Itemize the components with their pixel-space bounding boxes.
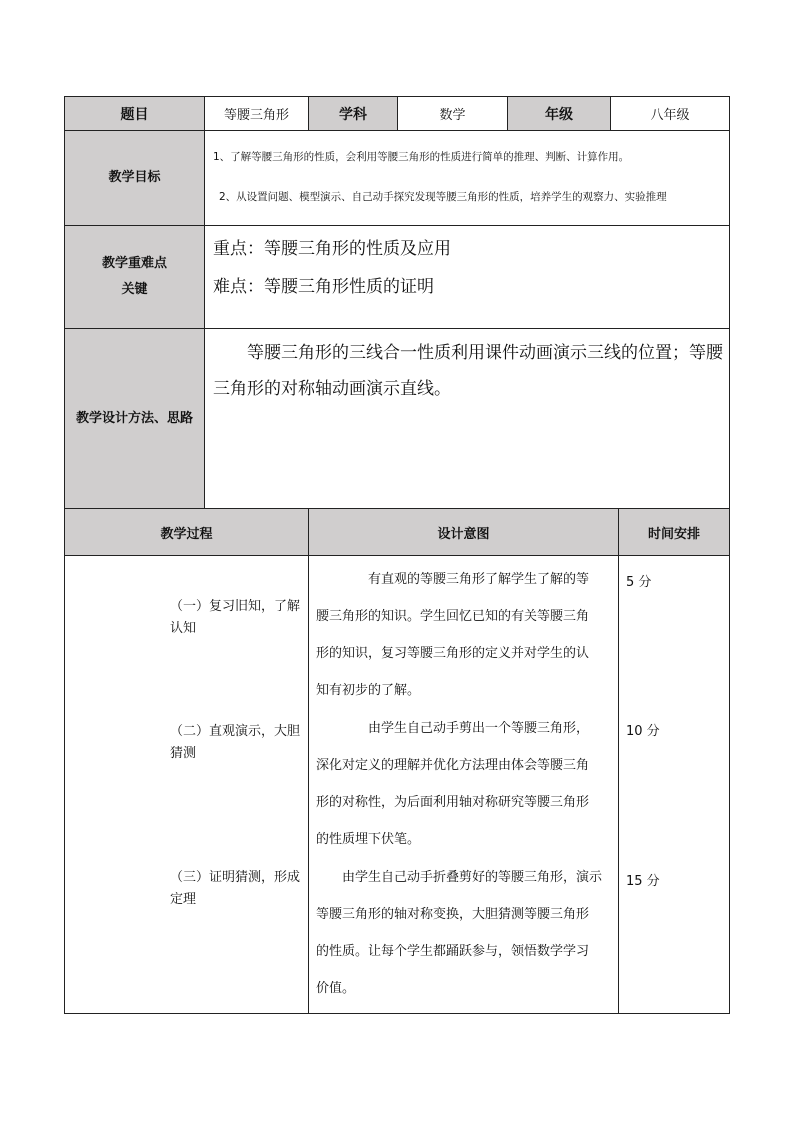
intent-2-line-3: 形的对称性，为后面利用轴对称研究等腰三角形	[316, 795, 590, 810]
intent-column-header: 设计意图	[309, 509, 619, 556]
intent-block-2	[316, 710, 614, 858]
time-column-header: 时间安排	[619, 509, 730, 556]
intent-1-line-4: 知有初步的了解。	[316, 683, 421, 698]
goal-line-1: 1、了解等腰三角形的性质，会利用等腰三角形的性质进行简单的推理、判断、计算作用。	[213, 151, 630, 163]
intent-2-line-4: 的性质埋下伏笔。	[316, 832, 421, 847]
intent-1-line-2: 腰三角形的知识。学生回忆已知的有关等腰三角	[316, 609, 590, 624]
key-points-label-line2: 关键	[121, 282, 148, 297]
step-1-text: （一）复习旧知，了解认知	[170, 599, 301, 636]
goals-cell	[205, 131, 730, 226]
step-3-text: （三）证明猜测，形成定理	[170, 870, 301, 907]
process-column-header: 教学过程	[65, 509, 309, 556]
difficult-point-text: 难点：等腰三角形性质的证明	[213, 277, 434, 297]
step-2-text: （二）直观演示，大胆猜测	[170, 724, 301, 761]
design-label: 教学设计方法、思路	[65, 329, 205, 509]
subject-value: 数学	[398, 97, 508, 131]
intent-3-line-2: 等腰三角形的轴对称变换，大胆猜测等腰三角形	[316, 907, 590, 922]
intent-3-line-1: 由学生自己动手折叠剪好的等腰三角形，演示	[342, 870, 603, 885]
topic-label: 题目	[65, 97, 205, 131]
intent-2-line-1: 由学生自己动手剪出一个等腰三角形，	[368, 721, 590, 736]
subject-label: 学科	[309, 97, 398, 131]
design-text: 等腰三角形的三线合一性质利用课件动画演示三线的位置；等腰三角形的对称轴动画演示直线。	[213, 343, 723, 399]
lesson-info-table	[64, 96, 730, 509]
grade-value: 八年级	[611, 97, 730, 131]
time-column-cell	[619, 556, 730, 1014]
time-1: 5 分	[626, 575, 652, 590]
intent-3-line-4: 价值。	[316, 981, 356, 996]
time-3: 15 分	[626, 874, 660, 889]
intent-block-3	[316, 859, 614, 1007]
key-points-label	[65, 226, 205, 329]
design-cell	[205, 329, 730, 509]
grade-label: 年级	[508, 97, 611, 131]
process-step-2	[170, 721, 304, 765]
time-2: 10 分	[626, 724, 660, 739]
intent-1-line-3: 形的知识，复习等腰三角形的定义并对学生的认	[316, 646, 590, 661]
key-points-label-line1: 教学重难点	[101, 256, 167, 271]
process-step-3	[170, 867, 304, 911]
process-step-1	[170, 596, 304, 640]
intent-3-line-3: 的性质。让每个学生都踊跃参与，领悟数学学习	[316, 944, 590, 959]
key-point-text: 重点：等腰三角形的性质及应用	[213, 239, 451, 259]
goal-line-2: 2、从设置问题、模型演示、自己动手探究发现等腰三角形的性质，培养学生的观察力、实验推理	[219, 191, 667, 203]
intent-2-line-2: 深化对定义的理解并优化方法理由体会等腰三角	[316, 758, 590, 773]
topic-value: 等腰三角形	[205, 97, 309, 131]
key-points-cell	[205, 226, 730, 329]
intent-1-line-1: 有直观的等腰三角形了解学生了解的等	[368, 572, 590, 587]
goals-label: 教学目标	[65, 131, 205, 226]
intent-block-1	[316, 561, 614, 709]
